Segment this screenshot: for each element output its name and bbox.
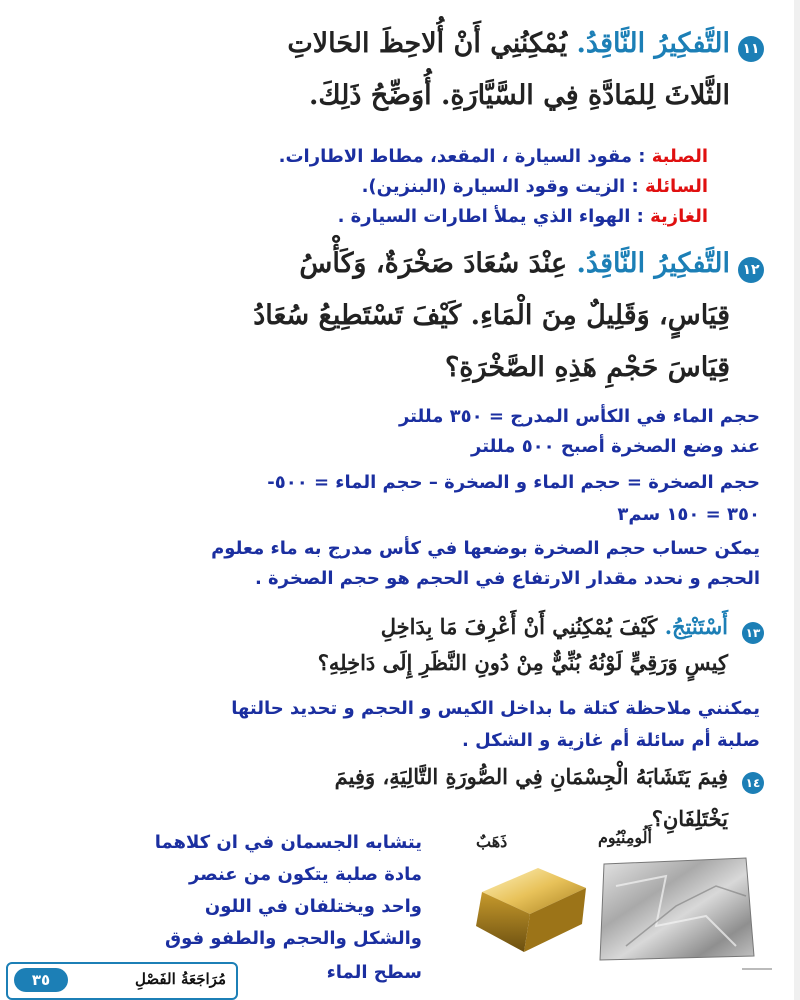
a14-line-1: يتشابه الجسمان في ان كلاهما: [154, 832, 422, 853]
a14-line-3: واحد ويختلفان في اللون: [204, 896, 422, 917]
q13-keyword: أَسْتَنْتِجُ.: [664, 614, 728, 639]
a11-gas-text: : الهواء الذي يملأ اطارات السيارة .: [337, 206, 651, 227]
a11-solid-text: : مقود السيارة ، المقعد، مطاط الاطارات.: [278, 146, 652, 167]
footer-title: مُرَاجَعَةُ الفَصْلِ: [135, 970, 226, 988]
q11-line-1-text: يُمْكِنُنِي أَنْ أُلاحِظَ الحَالاتِ: [287, 28, 577, 59]
a11-solid: [279, 146, 708, 167]
aluminum-label: أَلُومِنْيُوم: [598, 828, 652, 847]
a11-solid-label: الصلبة: [651, 146, 708, 167]
question-number-11: ١١: [738, 36, 764, 62]
a12-line-5: يمكن حساب حجم الصخرة بوضعها في كأس مدرج به ماء معلوم: [211, 538, 760, 559]
a14-line-4: والشكل والحجم والطفو فوق: [164, 928, 422, 949]
aluminum-foil-image: [596, 856, 758, 964]
a11-liquid-label: السائلة: [644, 176, 708, 197]
a12-line-2: عند وضع الصخرة أصبح ٥٠٠ مللتر: [471, 436, 760, 457]
page-number: ٣٥: [14, 968, 68, 992]
gold-label: ذَهَبٌ: [476, 832, 508, 851]
a12-line-1: حجم الماء في الكأس المدرج = ٣٥٠ مللتر: [398, 406, 760, 427]
q14-line-1: فِيمَ يَتَشَابَهُ الْجِسْمَانِ فِي الصُّورَةِ التَّالِيَةِ، وَفِيمَ: [334, 764, 728, 789]
q12-line-1-text: عِنْدَ سُعَادَ صَخْرَةٌ، وَكَأْسُ: [299, 248, 577, 279]
q11-keyword: التَّفكِيرُ النَّاقِدُ.: [576, 28, 730, 59]
q13-line-1-text: كَيْفَ يُمْكِنُنِي أَنْ أَعْرِفَ مَا بِدَاخِلِ: [380, 614, 665, 639]
gold-bar-image: [468, 862, 592, 958]
a12-line-3: حجم الصخرة = حجم الماء و الصخرة – حجم الماء = ٥٠٠-: [267, 472, 760, 493]
question-number-13: ١٣: [742, 622, 764, 644]
q12-line-2: قِيَاسٍ، وَقَلِيلٌ مِنَ الْمَاءِ. كَيْفَ تَسْتَطِيعُ سُعَادُ: [253, 300, 730, 331]
q13-line-2: كِيسٍ وَرَقِيٍّ لَوْنُهُ بُنِّيٌّ مِنْ دُونِ النَّظَرِ إِلَى دَاخِلِهِ؟: [317, 650, 728, 675]
question-number-14: ١٤: [742, 772, 764, 794]
q12-keyword: التَّفكِيرُ النَّاقِدُ.: [576, 248, 730, 279]
q12-line-3: قِيَاسَ حَجْمِ هَذِهِ الصَّخْرَةِ؟: [444, 352, 730, 383]
a14-line-5: سطح الماء: [326, 962, 422, 983]
q12-line-1: [299, 248, 730, 279]
q11-line-1: [287, 28, 730, 59]
q14-line-2: يَخْتَلِفَانِ؟: [651, 806, 728, 831]
a11-gas-label: الغازية: [650, 206, 708, 227]
a12-line-4: ٣٥٠ = ١٥٠ سم٣: [617, 504, 760, 525]
a11-liquid-text: : الزيت وقود السيارة (البنزين).: [361, 176, 645, 197]
a13-line-1: يمكنني ملاحظة كتلة ما بداخل الكيس و الحجم و تحديد حالتها: [231, 698, 760, 719]
a14-line-2: مادة صلبة يتكون من عنصر: [189, 864, 422, 885]
chapter-review-footer: [6, 962, 238, 1000]
page-edge: [794, 0, 800, 1000]
a12-line-6: الحجم و نحدد مقدار الارتفاع في الحجم هو حجم الصخرة .: [254, 568, 760, 589]
q13-line-1: [381, 614, 728, 639]
q11-line-2: الثَّلاثَ لِلمَادَّةِ فِي السَّيَّارَةِ. أُوَضِّحُ ذَلِكَ.: [308, 80, 730, 111]
a11-gas: [338, 206, 708, 227]
bottom-divider: [742, 968, 772, 970]
question-number-12: ١٢: [738, 257, 764, 283]
a13-line-2: صلبة أم سائلة أم غازية و الشكل .: [462, 730, 760, 751]
a11-liquid: [362, 176, 708, 197]
